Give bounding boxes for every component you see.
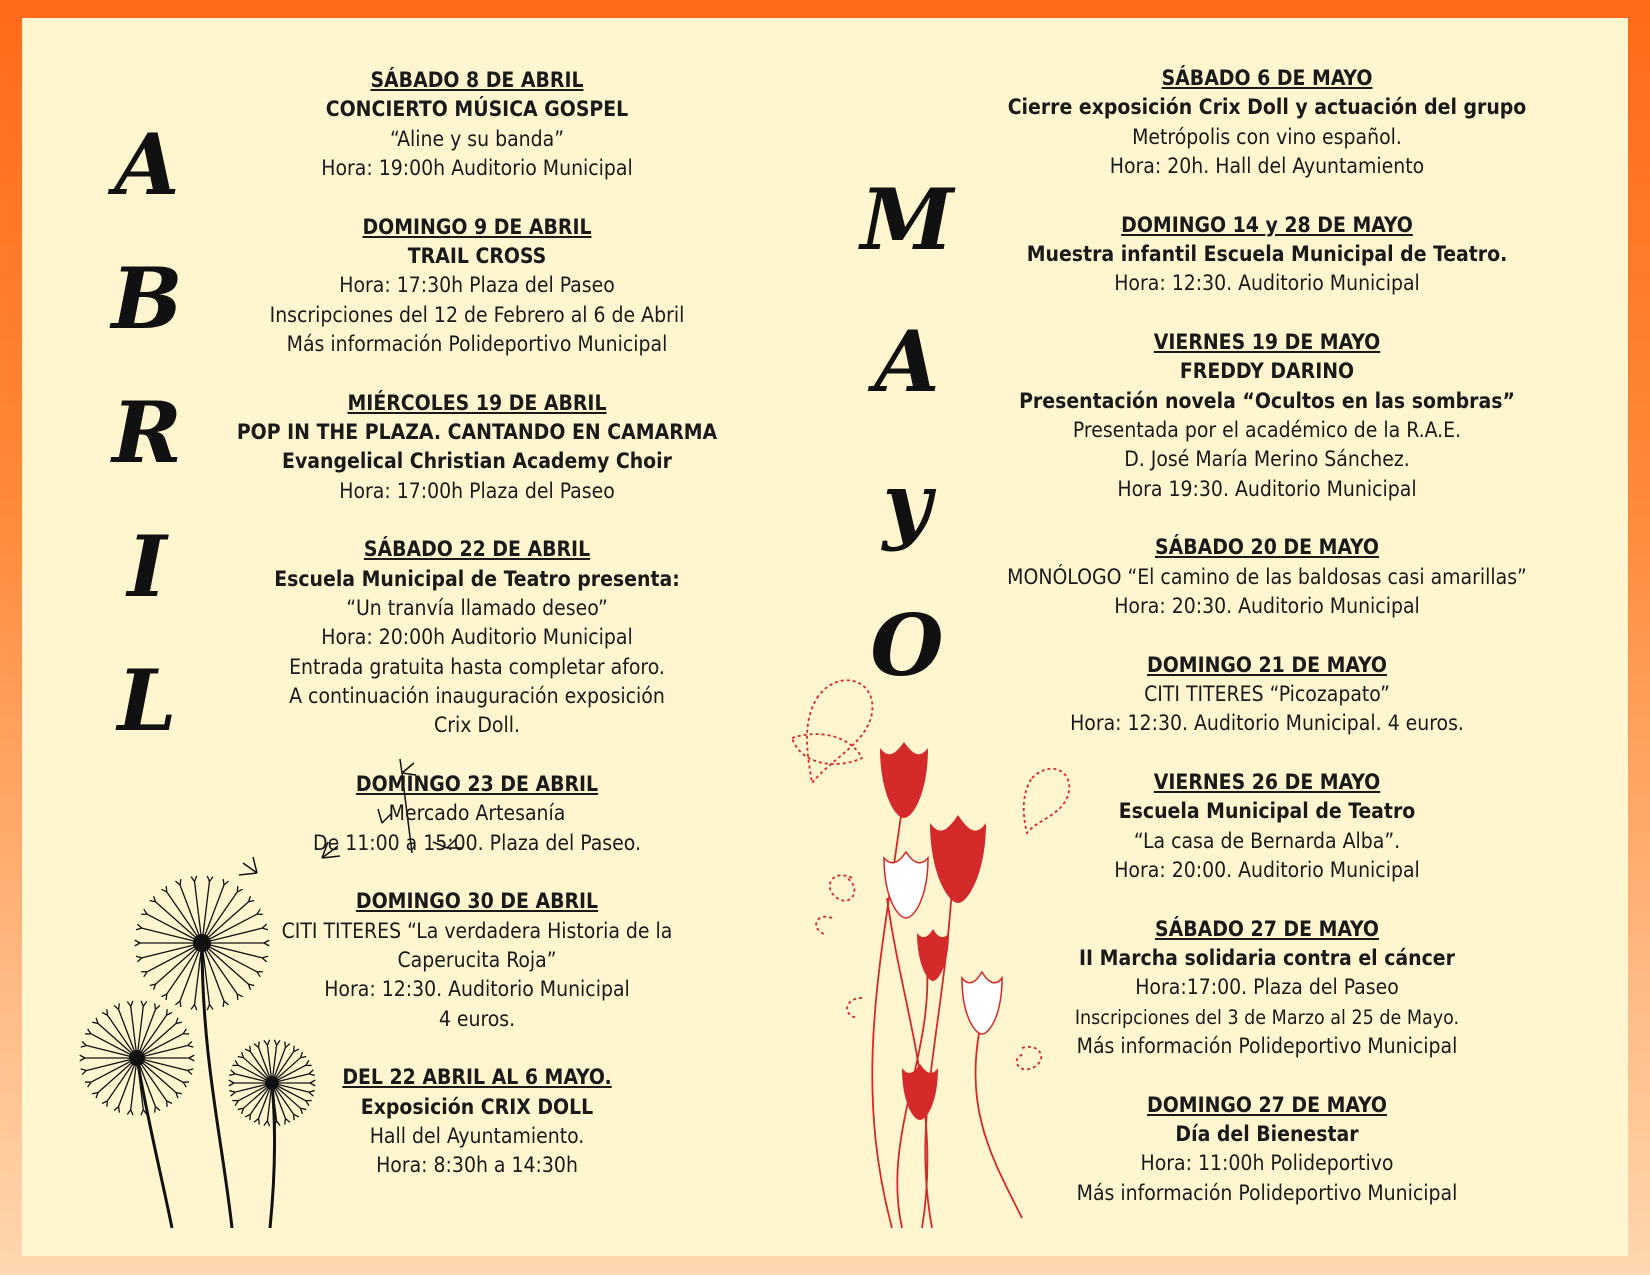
month-letter: L: [117, 651, 177, 750]
event-date: SÁBADO 22 DE ABRIL: [363, 537, 591, 562]
month-letter: M: [860, 170, 954, 269]
event-detail: Inscripciones del 3 de Marzo al 25 de Mayo.: [1074, 1005, 1460, 1029]
event-detail: POP IN THE PLAZA. CANTANDO EN CAMARMA: [236, 419, 718, 444]
event-detail: Exposición CRIX DOLL: [360, 1094, 594, 1119]
event-detail: Presentación novela “Ocultos en las sombras”: [1019, 388, 1515, 413]
month-title-mayo: [852, 170, 962, 695]
event-detail: Más información Polideportivo Municipal: [1076, 1180, 1458, 1205]
event-detail: Caperucita Roja”: [397, 947, 557, 972]
month-letter: B: [111, 249, 183, 348]
event-detail: TRAIL CROSS: [407, 243, 547, 268]
event-detail: Hora:17:00. Plaza del Paseo: [1135, 975, 1399, 1000]
event-detail: Más información Polideportivo Municipal: [1076, 1034, 1458, 1059]
event-entry: [972, 211, 1562, 299]
event-detail: Hora: 12:30. Auditorio Municipal. 4 euros.: [1070, 711, 1464, 736]
event-date: SÁBADO 20 DE MAYO: [1154, 535, 1379, 560]
event-detail: Hora: 19:00h Auditorio Municipal: [321, 155, 633, 180]
event-detail: Hora: 20:30. Auditorio Municipal: [1114, 593, 1420, 618]
event-detail: Muestra infantil Escuela Municipal de Teatro.: [1026, 241, 1508, 266]
event-entry: [207, 1063, 747, 1180]
month-letter: y: [882, 454, 932, 553]
event-date: VIERNES 26 DE MAYO: [1153, 770, 1381, 795]
event-detail: CITI TITERES “Picozapato”: [1144, 682, 1390, 707]
event-date: DOMINGO 23 DE ABRIL: [355, 771, 599, 796]
event-detail: CITI TITERES “La verdadera Historia de la: [281, 918, 673, 943]
event-entry: [972, 768, 1562, 885]
event-detail: Hora: 12:30. Auditorio Municipal: [1114, 271, 1420, 296]
month-letter: A: [874, 312, 940, 411]
event-date: DOMINGO 27 DE MAYO: [1147, 1092, 1387, 1117]
event-detail: Hora: 11:00h Polideportivo: [1140, 1151, 1394, 1176]
event-entry: [207, 389, 747, 506]
event-detail: II Marcha solidaria contra el cáncer: [1079, 946, 1455, 971]
event-entry: [207, 535, 747, 740]
event-date: DOMINGO 30 DE ABRIL: [355, 889, 599, 914]
event-detail: “Aline y su banda”: [390, 126, 564, 151]
event-detail: Hall del Ayuntamiento.: [369, 1123, 585, 1148]
event-detail: Hora: 8:30h a 14:30h: [376, 1153, 578, 1178]
event-detail: Hora: 17:30h Plaza del Paseo: [339, 273, 615, 298]
month-title-abril: [92, 115, 202, 750]
event-date: SÁBADO 8 DE ABRIL: [370, 68, 584, 92]
event-date: DEL 22 ABRIL AL 6 MAYO.: [342, 1065, 612, 1090]
event-entry: [972, 64, 1562, 181]
mayo-events-column: [972, 64, 1562, 1238]
event-entry: [207, 887, 747, 1033]
event-detail: Cierre exposición Crix Doll y actuación del grupo: [1007, 95, 1527, 120]
event-detail: Hora: 12:30. Auditorio Municipal: [324, 977, 630, 1002]
event-date: DOMINGO 21 DE MAYO: [1147, 652, 1387, 677]
event-detail: Metrópolis con vino español.: [1132, 124, 1402, 149]
event-entry: [972, 533, 1562, 621]
event-detail: Hora: 20:00. Auditorio Municipal: [1114, 858, 1420, 883]
event-entry: [207, 213, 747, 359]
event-detail: Crix Doll.: [434, 713, 520, 738]
event-date: DOMINGO 9 DE ABRIL: [362, 214, 592, 239]
event-entry: [972, 1091, 1562, 1208]
event-date: MIÉRCOLES 19 DE ABRIL: [347, 390, 607, 415]
event-detail: “Un tranvía llamado deseo”: [346, 595, 608, 620]
event-detail: CONCIERTO MÚSICA GOSPEL: [325, 97, 629, 122]
event-detail: Escuela Municipal de Teatro presenta:: [274, 566, 680, 591]
event-date: SÁBADO 27 DE MAYO: [1154, 916, 1379, 941]
event-entry: [972, 915, 1562, 1061]
event-detail: Mercado Artesanía: [388, 801, 566, 826]
event-detail: D. José María Merino Sánchez.: [1124, 447, 1410, 472]
month-letter: O: [870, 596, 944, 695]
event-entry: [207, 66, 747, 183]
event-detail: De 11:00 a 15:00. Plaza del Paseo.: [313, 830, 641, 855]
event-detail: Hora: 17:00h Plaza del Paseo: [339, 478, 615, 503]
event-detail: Entrada gratuita hasta completar aforo.: [289, 654, 665, 679]
event-detail: Más información Polideportivo Municipal: [286, 331, 668, 356]
event-detail: Escuela Municipal de Teatro: [1118, 799, 1416, 824]
event-detail: FREDDY DARINO: [1179, 359, 1355, 384]
event-entry: [207, 770, 747, 858]
event-detail: Presentada por el académico de la R.A.E.: [1072, 417, 1462, 442]
event-detail: 4 euros.: [438, 1006, 516, 1031]
month-letter: R: [112, 383, 182, 482]
event-detail: A continuación inauguración exposición: [289, 683, 665, 708]
event-entry: [972, 651, 1562, 739]
event-detail: Hora 19:30. Auditorio Municipal: [1117, 476, 1417, 501]
event-entry: [972, 328, 1562, 504]
month-letter: I: [127, 517, 167, 616]
event-detail: Hora: 20:00h Auditorio Municipal: [321, 625, 633, 650]
event-detail: Evangelical Christian Academy Choir: [282, 449, 672, 474]
event-detail: “La casa de Bernarda Alba”.: [1133, 828, 1401, 853]
event-detail: Hora: 20h. Hall del Ayuntamiento: [1109, 153, 1425, 178]
event-detail: MONÓLOGO “El camino de las baldosas casi amarillas”: [1007, 564, 1527, 589]
event-date: DOMINGO 14 y 28 DE MAYO: [1121, 212, 1413, 237]
month-letter: A: [114, 115, 180, 214]
abril-events-column: [207, 66, 747, 1210]
event-date: SÁBADO 6 DE MAYO: [1161, 66, 1373, 90]
program-sheet: [22, 18, 1628, 1256]
event-detail: Inscripciones del 12 de Febrero al 6 de Abril: [269, 302, 685, 327]
event-date: VIERNES 19 DE MAYO: [1153, 330, 1381, 355]
event-detail: Día del Bienestar: [1175, 1122, 1359, 1147]
